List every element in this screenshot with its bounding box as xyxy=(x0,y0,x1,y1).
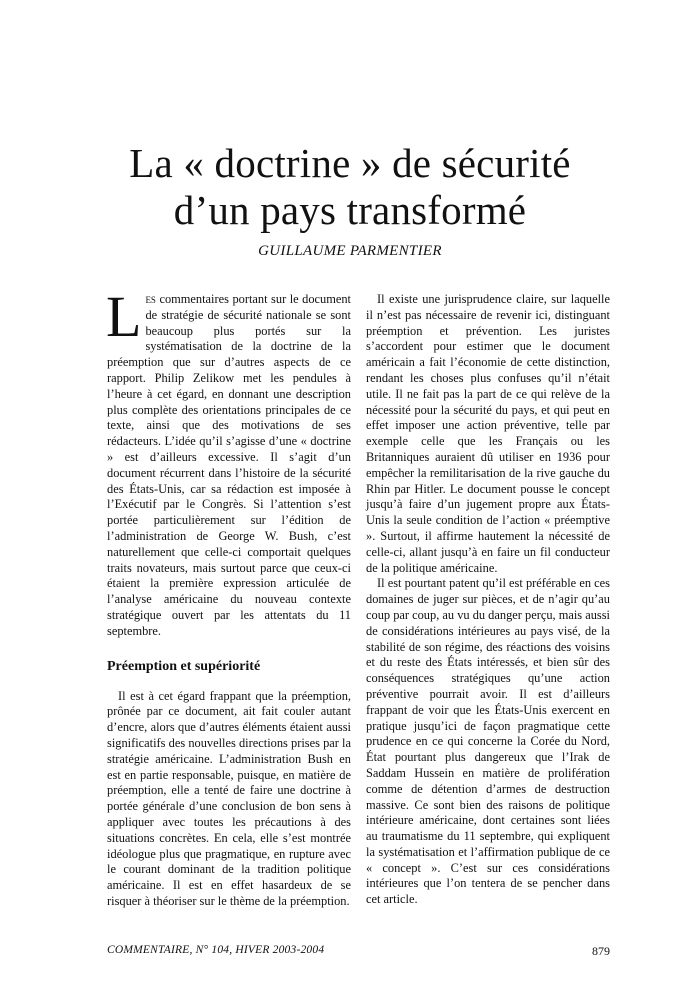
right-paragraph-2: Il est pourtant patent qu’il est préférable en ces domaines de juger sur pièces, et de n’agir qu’au coup par coup, au vu du danger perçu, mais aussi de considérations intérieures au pays visé, de la stabilité de son régime, des réactions des voisins et du reste des États intéressés, et bien sûr des conséquences stratégiques qu’une action préventive pourrait avoir. Il est d’ailleurs frappant de voir que les États-Unis exercent en pratique jusqu’ici de façon pragmatique cette prudence en ce qui concerne la Corée du Nord, État pourtant plus dangereux que l’Irak de Saddam Hussein en matière de prolifération comme de détention d’armes de destruction massive. Ce sont bien des raisons de politique intérieure américaine, dont certaines sont liées au traumatisme du 11 septembre, qui expliquent la systématisation et l’affirmation publique de ce « concept ». C’est sur ces considérations intérieures que l’on tentera de se pencher dans cet article. xyxy=(366,576,610,907)
left-column xyxy=(106,284,351,910)
article-author: GUILLAUME PARMENTIER xyxy=(258,243,442,259)
left-paragraph-1-text: commentaires portant sur le document de stratégie de sécurité nationale se sont beaucoup plus portés sur la systématisation de la doctrine de la préemption que sur d’autres aspects de ce rapport. Philip Zelikow met les pendules à l’heure à cet égard, en donnant une description plus complète des orientations principales de ce texte, ainsi que des motivations de ses rédacteurs. L’idée qu’il s’agisse d’une « doctrine » est d’ailleurs excessive. Il s’agit d’un document récurrent dans l’histoire de la sécurité des États-Unis, car sa rédaction est imposée à l’Exécutif par le Congrès. Si l’attention s’est portée particulièrement sur l’édition de l’administration de George W. Bush, c’est naturellement que celle-ci comportait quelques traits novateurs, mais surtout parce que ceux-ci étaient la première expression articulée de l’analyse américaine du nouveau contexte stratégique ouvert par les attentats du 11 septembre. xyxy=(107,292,351,638)
drop-cap: L xyxy=(106,284,142,349)
section-heading: Préemption et supériorité xyxy=(107,658,261,674)
right-paragraph-1: Il existe une jurisprudence claire, sur laquelle il n’est pas nécessaire de revenir ici, distinguant préemption et prévention. Les juristes s’accordent pour estimer que le document américain a fait l’économie de cette distinction, rendant les choses plus confuses qu’il n’était utile. Il ne fait pas la part de ce qui relève de la nécessité pour la sécurité du pays, et qui peut en effet imposer une action préventive, telle par exemple celle que les Français ou les Britanniques auraient dû utiliser en 1936 pour empêcher la remilitarisation de la rive gauche du Rhin par Hitler. Le document pousse le concept jusqu’à faire d’un jugement propre aux États-Unis la seule condition de l’action « préemptive ». Surtout, il affirme hautement la nécessité de celle-ci, allant jusqu’à en faire un fil conducteur de la politique américaine. xyxy=(366,292,610,575)
right-column xyxy=(366,292,610,908)
journal-reference: COMMENTAIRE, N° 104, HIVER 2003-2004 xyxy=(107,944,325,956)
left-paragraph-2: Il est à cet égard frappant que la préemption, prônée par ce document, ait fait couler autant d’encre, alors que d’autres éléments étaient aussi significatifs des nouvelles directions prises par la stratégie américaine. L’administration Bush en est en partie responsable, puisque, en matière de préemption, elle a tenté de faire une doctrine à portée générale d’une conclusion de bon sens à appliquer avec toutes les précautions à des situations concrètes. En cela, elle s’est montrée idéologue plus que pragmatique, en rupture avec le courant dominant de la tradition politique américaine. Il est en effet hasardeux de se risquer à théoriser sur le thème de la préemption. xyxy=(107,688,351,908)
page-number: 879 xyxy=(592,944,610,958)
article-title-line-1: La « doctrine » de sécurité xyxy=(129,140,571,186)
left-paragraph-1 xyxy=(106,284,351,640)
article-title-line-2: d’un pays transformé xyxy=(173,187,527,233)
article-title xyxy=(0,140,700,234)
small-caps-lead: es xyxy=(145,292,156,306)
